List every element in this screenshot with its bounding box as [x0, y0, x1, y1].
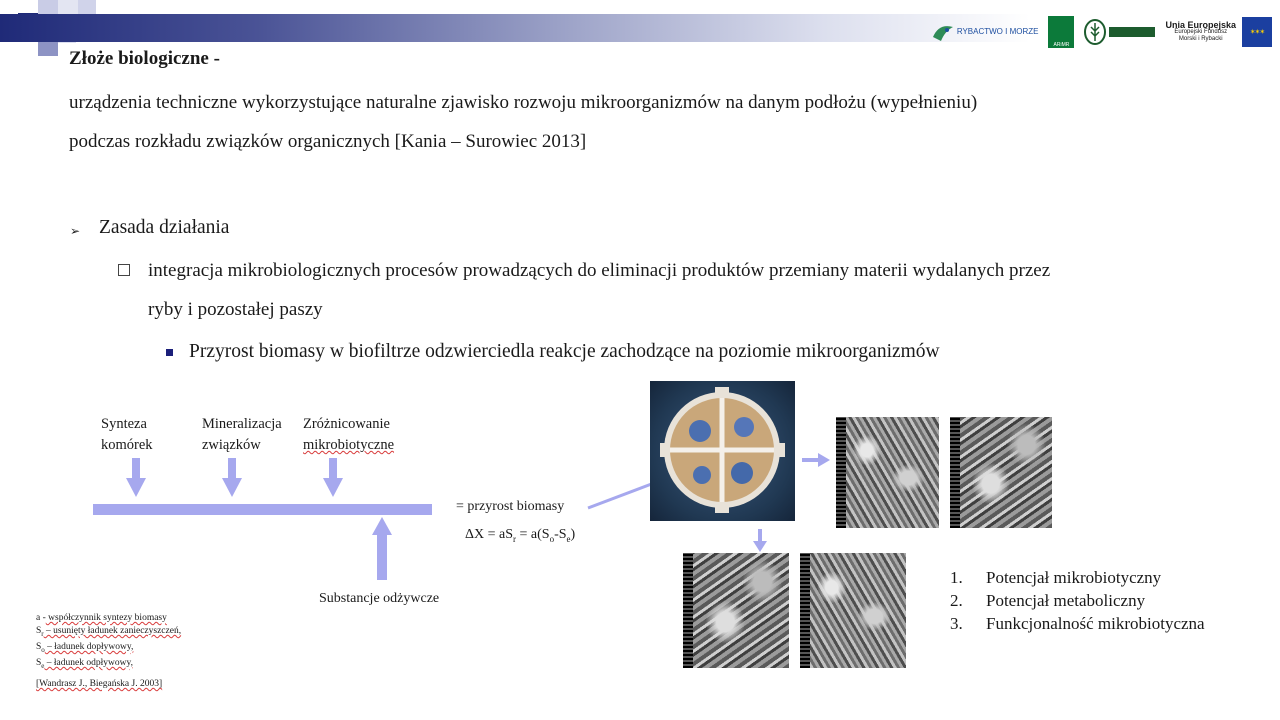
diagram-label-zroznicowanie: Zróżnicowanie mikrobiotyczne — [303, 416, 395, 453]
ministry-logo — [1084, 19, 1155, 45]
bullet-level3: Przyrost biomasy w biofiltrze odzwierciedla reakcje zachodzące na poziomie mikroorganizmów — [189, 341, 940, 362]
definition-line-1: urządzenia techniczne wykorzystujące naturalne zjawisko rozwoju mikroorganizmów na danym podłożu (wypełnieniu) — [69, 92, 978, 113]
arrow-bullet-icon: ➢ — [70, 224, 81, 238]
rybactwo-logo: RYBACTWO I MORZE — [931, 21, 1039, 43]
legend-item: $S_o$ – ładunek dopływowy, — [36, 641, 134, 654]
biomass-formula: $\Delta X = aS_r = a(S_o-S_e)$ — [465, 527, 576, 544]
header-bar — [0, 14, 1030, 42]
down-arrow-icon — [126, 458, 146, 497]
legend-item: $S_e$ – ładunek odpływowy, — [36, 657, 133, 670]
page-title: Złoże biologiczne - — [69, 48, 220, 69]
biofilter-media-image — [650, 381, 795, 521]
hollow-square-bullet-icon — [118, 264, 130, 276]
label-przyrost: = przyrost biomasy — [456, 499, 565, 514]
eu-flag-icon: ✶✶✶ — [1242, 17, 1272, 47]
process-bar — [93, 504, 432, 515]
legend-item: $S_r$ – usunięty ładunek zanieczyszczeń, — [36, 626, 182, 638]
bullet-level2-line2: ryby i pozostałej paszy — [148, 299, 323, 320]
list-item: 1. Potencjał mikrobiotyczny — [950, 568, 1162, 587]
numbered-list — [950, 566, 1205, 635]
down-arrow-icon — [222, 458, 242, 497]
process-diagram — [85, 455, 445, 585]
wheat-emblem-icon — [1084, 19, 1106, 45]
eu-logo: Unia Europejska Europejski Fundusz Morski i Rybacki ✶✶✶ — [1165, 17, 1272, 47]
list-item: 2. Potencjał metaboliczny — [950, 591, 1146, 610]
diagram-label-mineralizacja: Mineralizacja związków — [202, 416, 282, 453]
biofilter-media-photo — [650, 381, 795, 521]
down-arrow-icon — [323, 458, 343, 497]
label-substancje: Substancje odżywcze — [319, 591, 440, 606]
legend-item: a - współczynnik syntezy biomasy — [36, 613, 167, 623]
fish-icon — [931, 21, 955, 43]
formula-legend — [36, 612, 181, 673]
sem-image-4 — [800, 553, 906, 668]
list-item: 3. Funkcjonalność mikrobiotyczna — [950, 614, 1205, 633]
diagram-label-synteza: Synteza komórek — [101, 416, 153, 453]
definition-line-2: podczas rozkładu związków organicznych [Kania – Surowiec 2013] — [69, 131, 587, 152]
arimr-logo: ARiMR — [1048, 16, 1074, 48]
logo-strip — [931, 12, 1272, 52]
citation: [Wandrasz J., Biegańska J. 2003] — [36, 679, 163, 689]
down-arrow-icon — [752, 527, 768, 553]
sem-image-1 — [836, 417, 939, 528]
right-arrow-icon — [800, 452, 832, 468]
up-arrow-icon — [372, 517, 392, 580]
filled-square-bullet-icon — [166, 349, 173, 356]
bullet-level1: Zasada działania — [99, 217, 230, 238]
bullet-level2-line1: integracja mikrobiologicznych procesów prowadzących do eliminacji produktów przemiany materii wydalanych przez — [148, 260, 1051, 281]
sem-image-2 — [950, 417, 1052, 528]
sem-image-3 — [683, 553, 789, 668]
